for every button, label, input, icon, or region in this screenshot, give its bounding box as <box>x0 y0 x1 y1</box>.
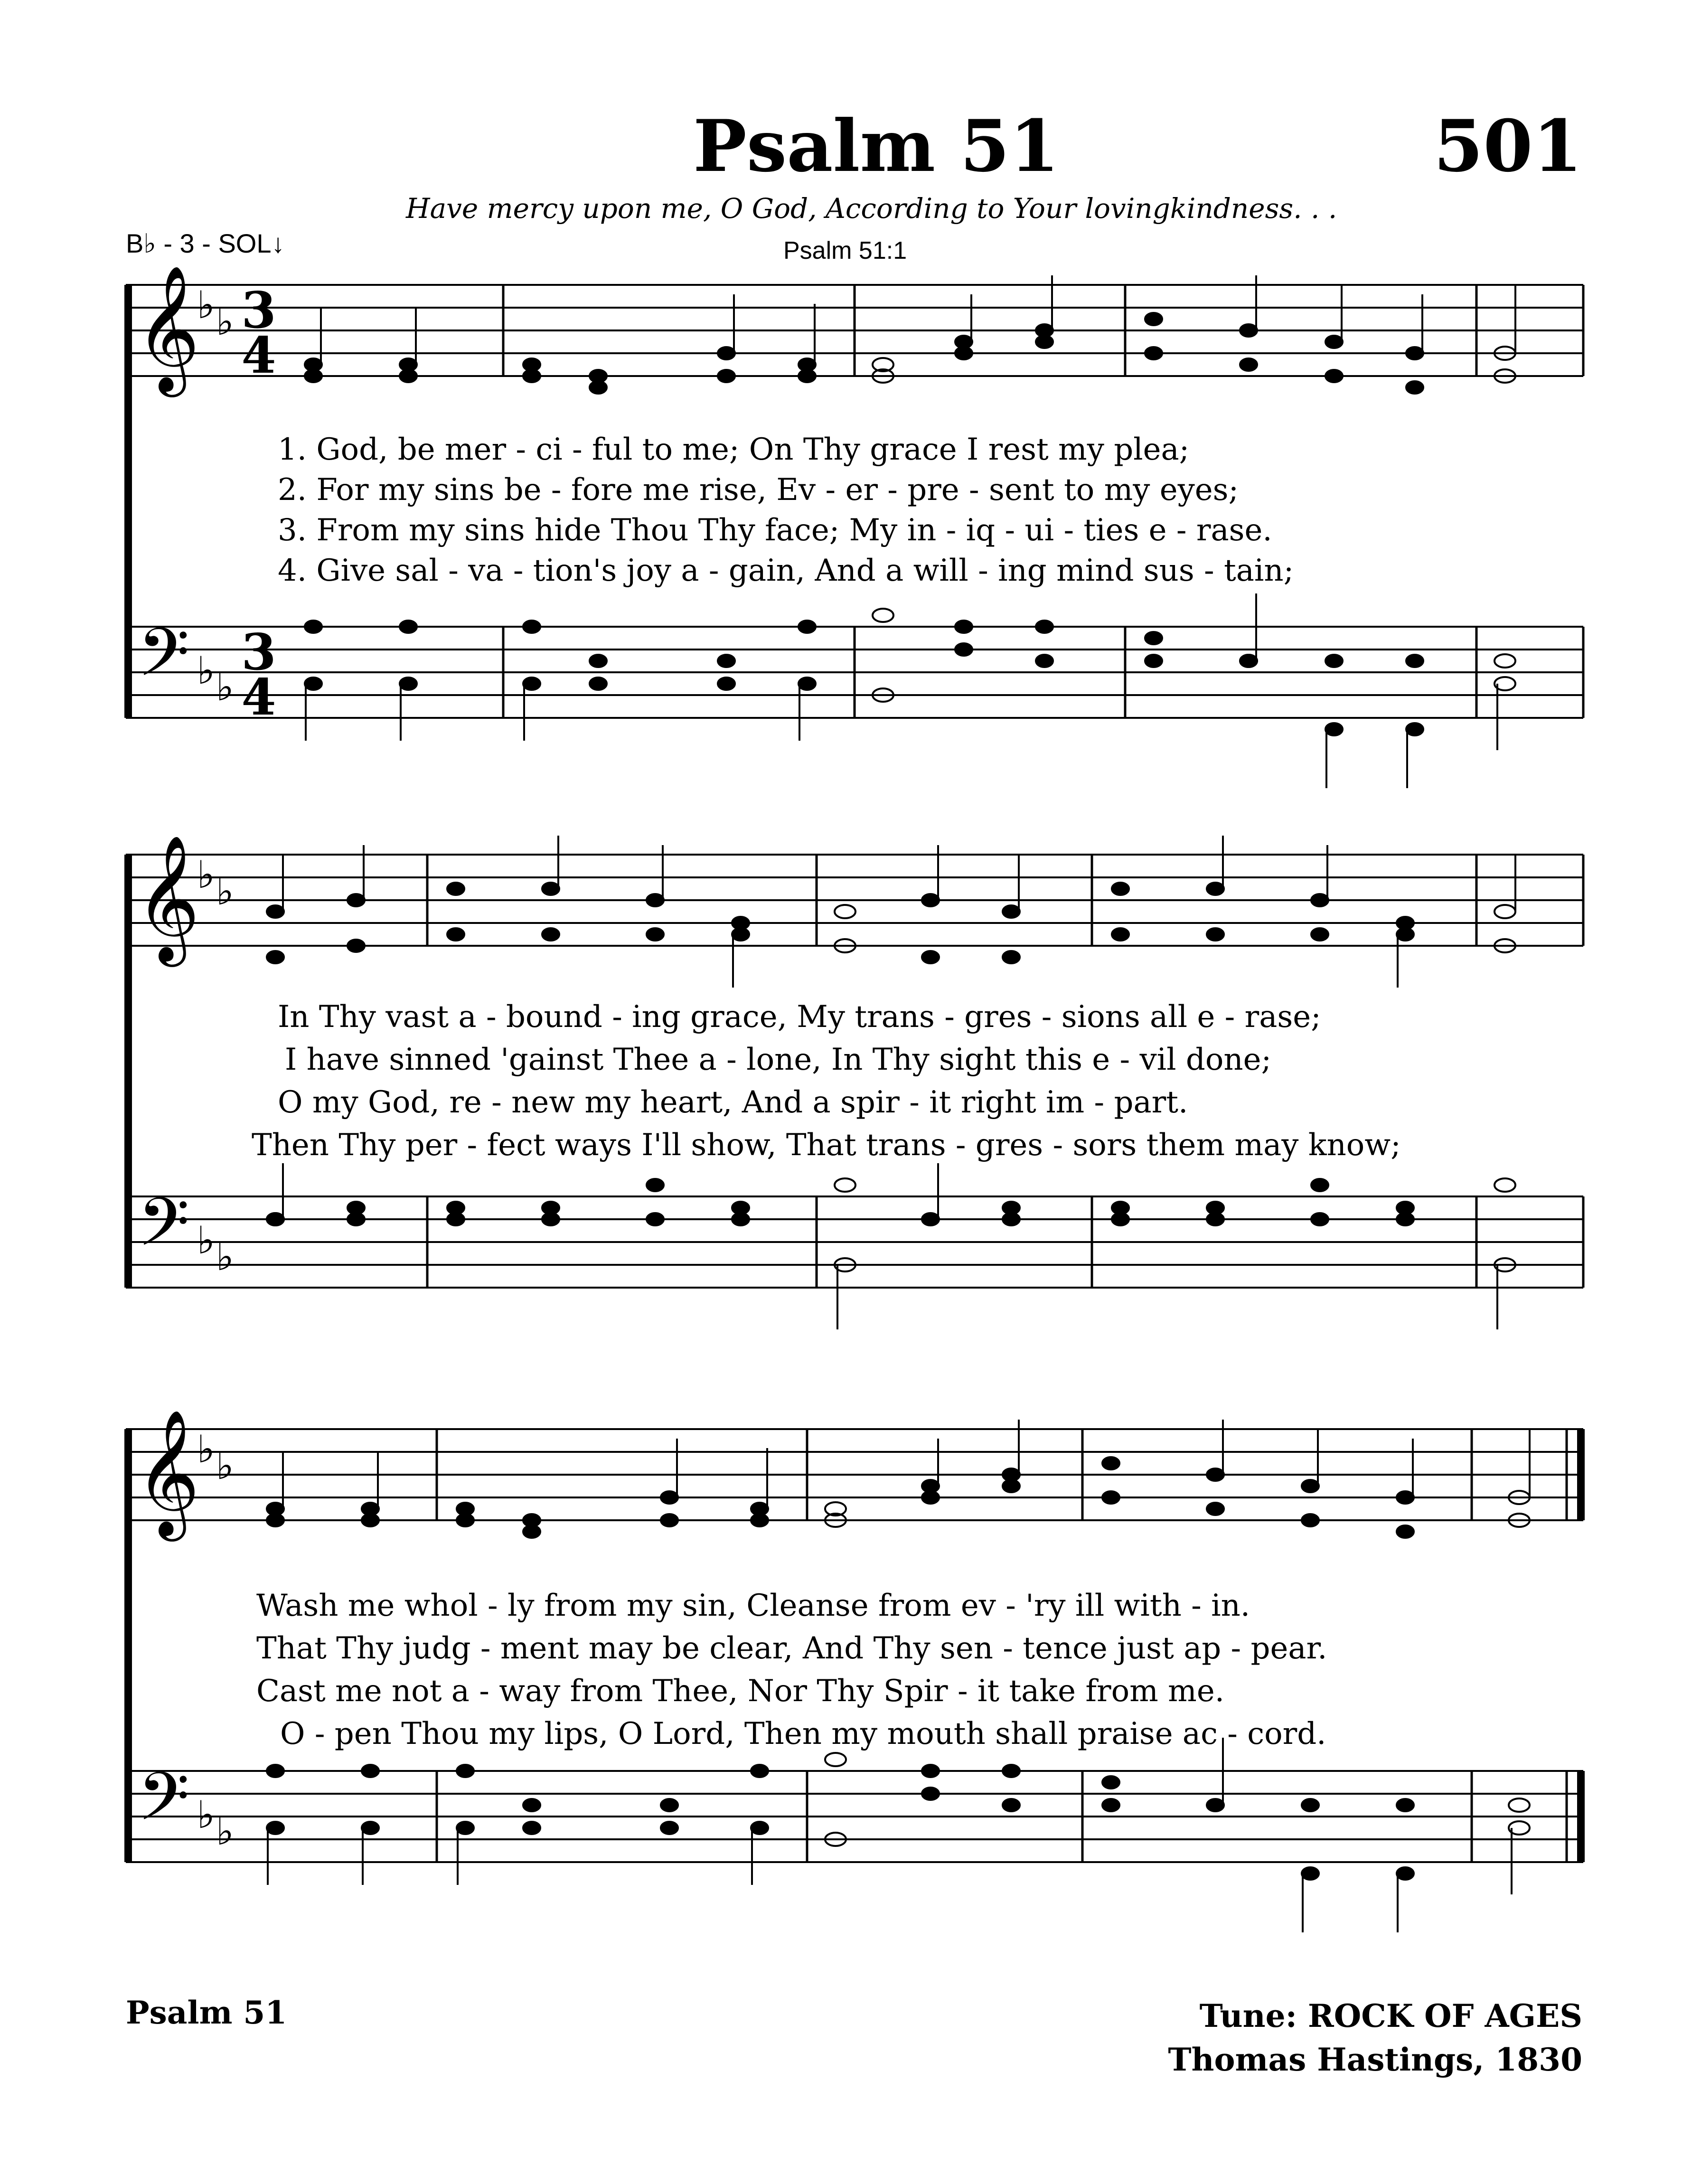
treble-notes <box>267 836 1515 988</box>
hymn-title: Psalm 51 <box>693 104 1060 188</box>
lyric-line: That Thy judg - ment may be clear, And Thy sen - tence just ap - pear. <box>256 1631 1327 1666</box>
final-barline <box>1577 1429 1585 1520</box>
svg-text:4: 4 <box>241 668 276 726</box>
lyric-line: Then Thy per - fect ways I'll show, That trans - gres - sors them may know; <box>252 1128 1401 1163</box>
svg-text:♭: ♭ <box>216 300 234 344</box>
svg-text:♭: ♭ <box>216 1809 234 1854</box>
lyric-line: 2. For my sins be - fore me rise, Ev - er - pre - sent to my eyes; <box>278 472 1239 508</box>
bass-notes <box>267 1163 1515 1329</box>
bass-clef-icon: 𝄢 <box>138 614 190 708</box>
treble-clef-icon: 𝄞 <box>135 1410 200 1536</box>
lyric-line: 1. God, be mer - ci - ful to me; On Thy grace I rest my plea; <box>278 432 1190 467</box>
svg-text:♭: ♭ <box>197 649 215 693</box>
bass-notes <box>267 1738 1530 1932</box>
svg-text:♭: ♭ <box>216 665 234 709</box>
svg-text:♭: ♭ <box>197 283 215 327</box>
treble-clef-icon: 𝄞 <box>135 266 200 392</box>
tune-credits <box>1168 1994 1582 2081</box>
system-brace-bar <box>124 285 132 718</box>
key-signature-flats <box>197 853 234 1279</box>
lyric-line: O my God, re - new my heart, And a spir - it right im - part. <box>278 1085 1188 1120</box>
svg-text:♭: ♭ <box>197 1427 215 1471</box>
bass-clef-icon: 𝄢 <box>138 1184 190 1278</box>
treble-clef-icon: 𝄞 <box>135 836 200 961</box>
hymn-number: 501 <box>1433 104 1582 188</box>
bass-staff <box>126 1771 1583 1862</box>
time-signature <box>241 281 276 726</box>
scripture-epigraph: Have mercy upon me, O God, According to Your lovingkindness. . . <box>406 192 1337 225</box>
lyric-line: Wash me whol - ly from my sin, Cleanse from ev - 'ry ill with - in. <box>256 1588 1250 1623</box>
svg-text:3: 3 <box>241 622 276 681</box>
lyric-line: Cast me not a - way from Thee, Nor Thy Spir - it take from me. <box>256 1674 1225 1709</box>
system-brace-bar <box>124 1429 132 1862</box>
svg-text:♭: ♭ <box>197 1218 215 1262</box>
svg-text:♭: ♭ <box>216 1444 234 1488</box>
lyric-line: 3. From my sins hide Thou Thy face; My in - iq - ui - ties e - rase. <box>278 513 1272 548</box>
final-barline <box>1577 1771 1585 1862</box>
composer-credit: Thomas Hastings, 1830 <box>1168 2041 1582 2078</box>
system-brace-bar <box>124 855 132 1288</box>
svg-text:♭: ♭ <box>216 869 234 913</box>
svg-text:4: 4 <box>241 326 276 385</box>
key-signature-flats <box>197 283 234 709</box>
bass-notes <box>305 593 1515 788</box>
svg-text:♭: ♭ <box>197 853 215 897</box>
treble-staff <box>126 1429 1583 1520</box>
treble-staff <box>126 855 1583 946</box>
key-signature-flats <box>197 1427 234 1854</box>
bass-clef-icon: 𝄢 <box>138 1758 190 1852</box>
tune-name: Tune: ROCK OF AGES <box>1199 1997 1582 2034</box>
lyric-line: In Thy vast a - bound - ing grace, My trans - gres - sions all e - rase; <box>278 999 1321 1035</box>
text-source: Psalm 51 <box>126 1994 287 2031</box>
svg-text:3: 3 <box>241 281 276 339</box>
lyric-line: O - pen Thou my lips, O Lord, Then my mouth shall praise ac - cord. <box>280 1716 1326 1751</box>
key-indicator: B♭ - 3 - SOL↓ <box>126 228 285 258</box>
svg-text:♭: ♭ <box>197 1793 215 1837</box>
bass-staff <box>126 1196 1583 1288</box>
svg-text:♭: ♭ <box>216 1235 234 1279</box>
lyric-line: 4. Give sal - va - tion's joy a - gain, And a will - ing mind sus - tain; <box>278 553 1294 588</box>
scripture-reference: Psalm 51:1 <box>783 237 907 264</box>
lyric-line: I have sinned 'gainst Thee a - lone, In Thy sight this e - vil done; <box>285 1042 1272 1077</box>
